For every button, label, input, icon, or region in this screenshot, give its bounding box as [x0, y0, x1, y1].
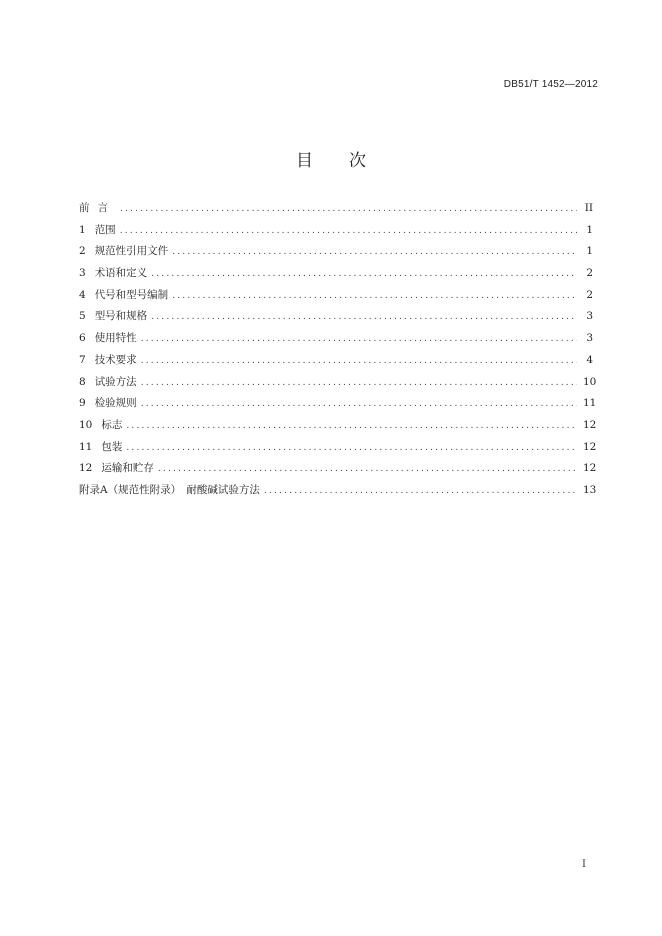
toc-title-part2: 次: [349, 151, 366, 171]
toc-entry-number: 2: [79, 245, 86, 258]
toc-entry-3[interactable]: [79, 266, 593, 288]
toc-leader: [141, 397, 577, 411]
toc-entry-page: 13: [583, 483, 597, 496]
toc-leader: [126, 419, 577, 433]
toc-entry-appendix-a[interactable]: [79, 483, 597, 505]
toc-entry-6[interactable]: [79, 331, 593, 353]
toc-leader: [151, 310, 577, 324]
toc-entry-number: 10: [79, 418, 93, 431]
toc-entry-4[interactable]: [79, 288, 593, 310]
toc-entry-label: 试验方法: [94, 375, 137, 388]
toc-entry-9[interactable]: [79, 396, 597, 418]
standard-code: DB51/T 1452—2012: [503, 79, 598, 90]
toc-entry-page: 12: [583, 462, 597, 475]
toc-entry-label: 前言: [79, 202, 116, 214]
toc-entry-page: 2: [586, 267, 593, 280]
toc-leader: [264, 484, 577, 498]
toc-entry-label: 检验规则: [94, 397, 137, 410]
toc-entry-number: 9: [79, 397, 86, 410]
toc-entry-label: 技术要求: [94, 353, 137, 366]
toc-entry-number: 11: [79, 440, 93, 453]
toc-entry-number: 8: [79, 375, 86, 388]
toc-title: [0, 146, 662, 171]
toc-leader: [172, 245, 577, 259]
toc-entry-page: 3: [586, 332, 593, 345]
toc-entry-page: 12: [583, 440, 597, 453]
table-of-contents: [79, 201, 597, 505]
toc-entry-page: 1: [586, 223, 593, 236]
toc-leader: [158, 462, 577, 476]
toc-entry-5[interactable]: [79, 309, 593, 331]
toc-leader: [151, 267, 577, 281]
toc-leader: [141, 332, 577, 346]
toc-entry-10[interactable]: [79, 418, 597, 440]
toc-entry-page: 12: [583, 418, 597, 431]
toc-entry-page: 11: [583, 397, 597, 410]
toc-entry-label: 术语和定义: [94, 267, 148, 280]
toc-leader: [172, 289, 577, 303]
toc-entry-page: 2: [586, 288, 593, 301]
toc-entry-number: 5: [79, 310, 86, 323]
toc-entry-foreword[interactable]: [79, 201, 593, 223]
toc-entry-label: 代号和型号编制: [94, 288, 169, 301]
toc-entry-number: 12: [79, 462, 93, 475]
toc-entry-1[interactable]: [79, 223, 593, 245]
toc-entry-label: 包装: [101, 440, 123, 453]
toc-entry-number: 1: [79, 223, 86, 236]
toc-entry-number: 4: [79, 288, 86, 301]
toc-entry-number: 3: [79, 267, 86, 280]
toc-entry-7[interactable]: [79, 353, 593, 375]
toc-leader: [126, 441, 577, 455]
toc-entry-page: 1: [586, 245, 593, 258]
toc-entry-2[interactable]: [79, 244, 593, 266]
toc-entry-label: 标志: [101, 418, 123, 431]
toc-leader: [141, 376, 577, 390]
toc-entry-number: 7: [79, 353, 86, 366]
toc-title-part1: 目: [296, 151, 313, 171]
toc-entry-12[interactable]: [79, 461, 597, 483]
page-number: I: [582, 859, 586, 870]
toc-entry-label: 型号和规格: [94, 310, 148, 323]
toc-entry-label: 附录A（规范性附录） 耐酸碱试验方法: [79, 483, 260, 496]
toc-entry-page: 3: [586, 310, 593, 323]
toc-entry-number: 6: [79, 332, 86, 345]
toc-entry-label: 规范性引用文件: [94, 245, 169, 258]
toc-leader: [120, 202, 577, 216]
toc-leader: [141, 354, 577, 368]
toc-entry-11[interactable]: [79, 440, 597, 462]
toc-entry-page: 10: [583, 375, 597, 388]
toc-entry-8[interactable]: [79, 375, 597, 397]
toc-entry-label: 运输和贮存: [101, 462, 154, 475]
toc-entry-page: 4: [586, 353, 593, 366]
toc-leader: [120, 224, 577, 238]
toc-entry-label: 使用特性: [94, 332, 137, 345]
toc-entry-page: II: [584, 202, 593, 214]
toc-entry-label: 范围: [94, 223, 116, 236]
